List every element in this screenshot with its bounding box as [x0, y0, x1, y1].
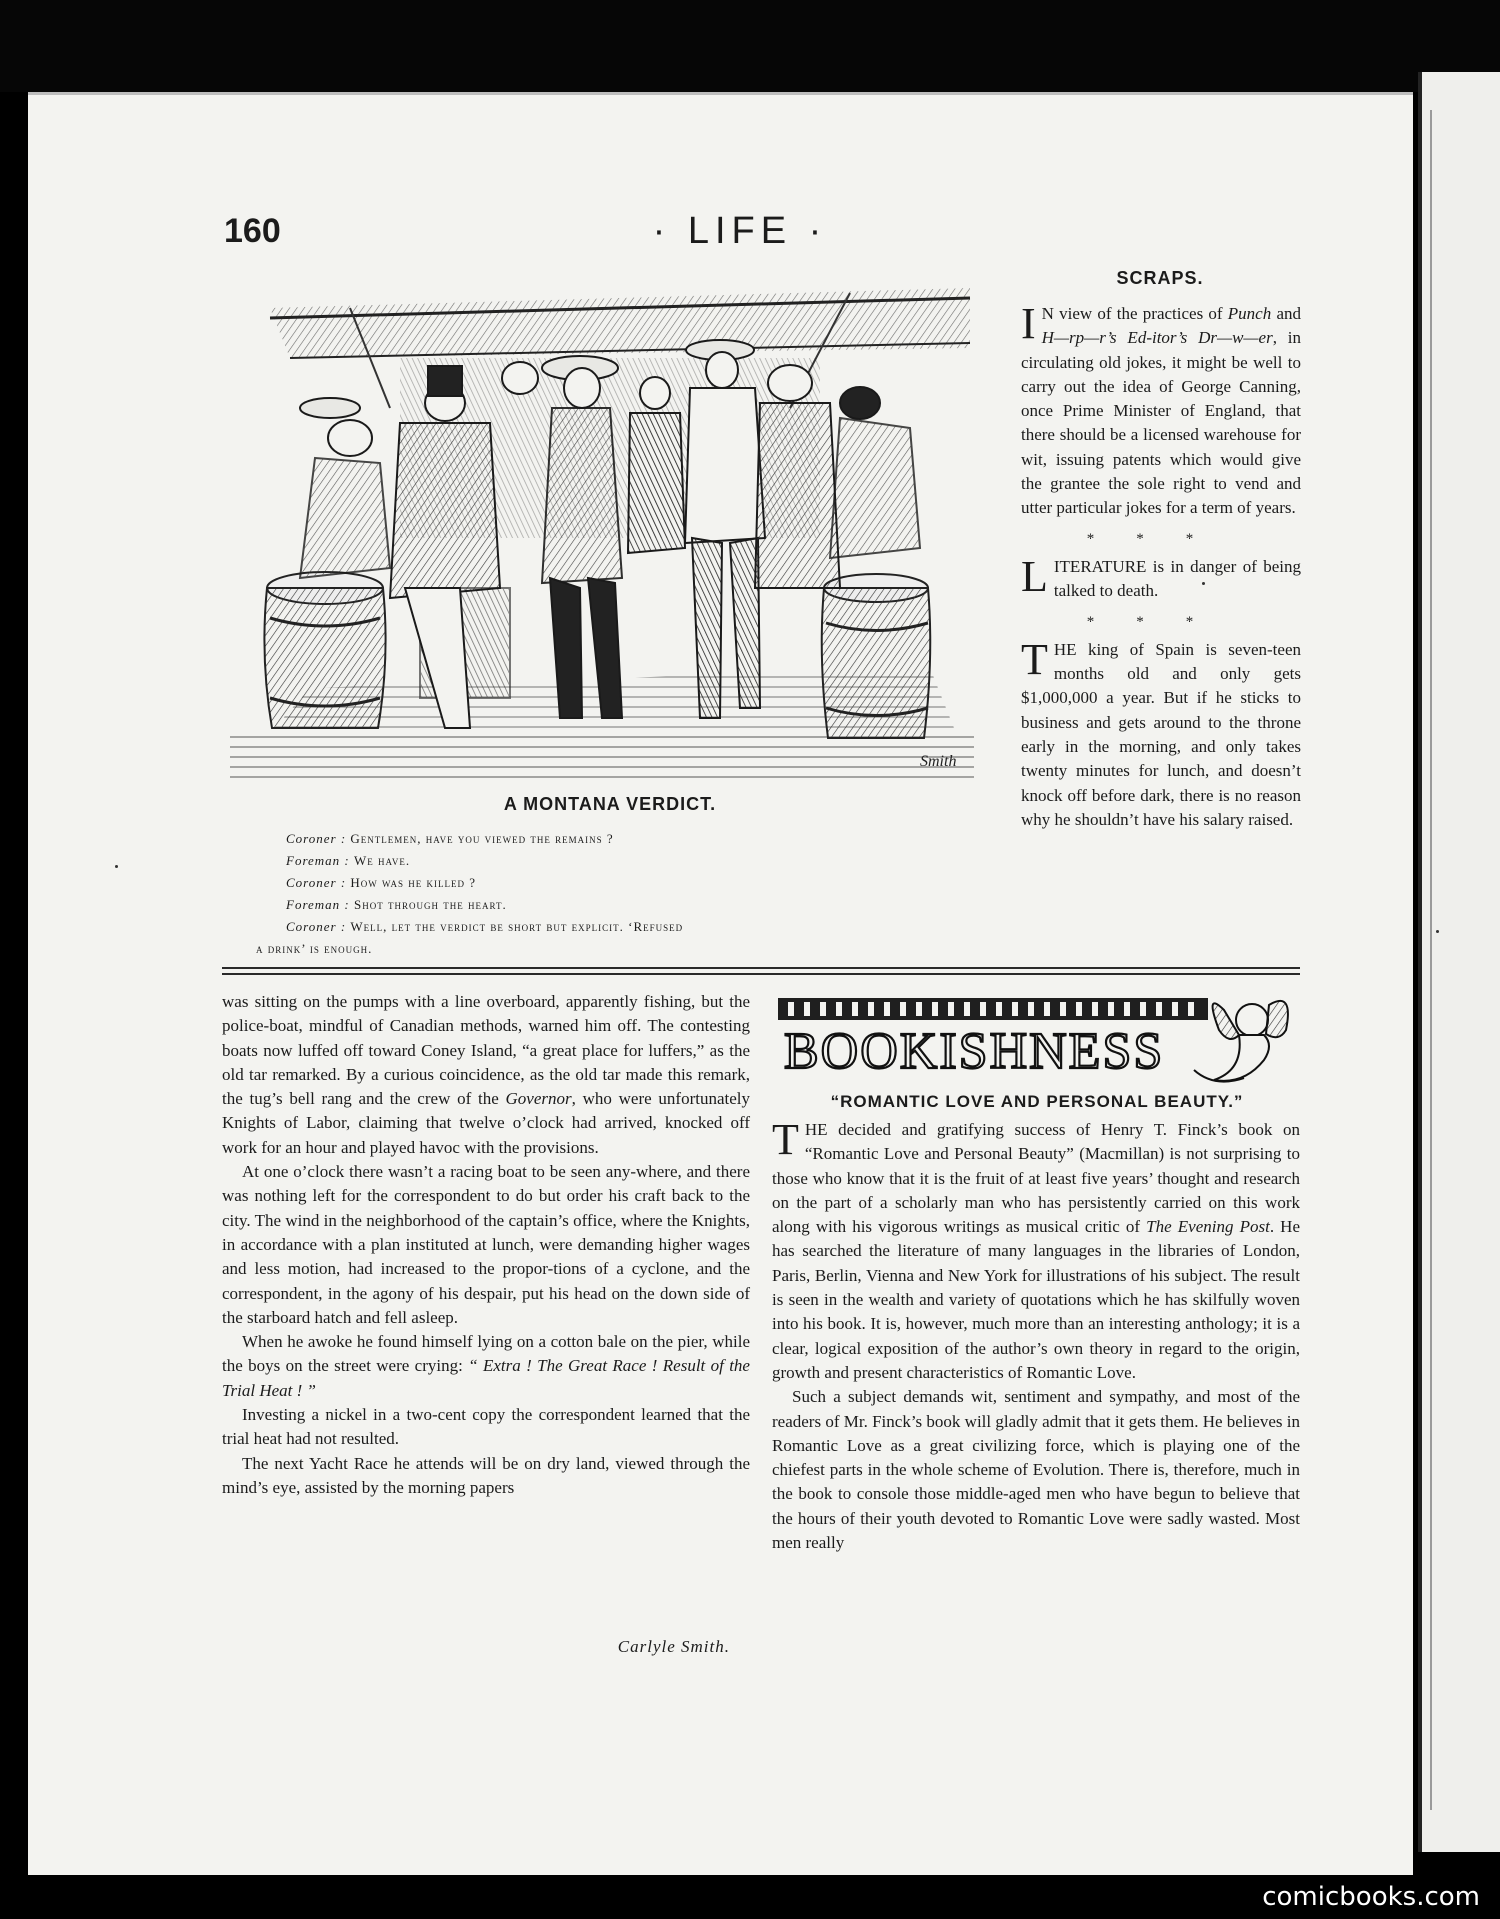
drop-cap: T — [1021, 634, 1048, 684]
author-signature: Carlyle Smith. — [617, 1637, 730, 1656]
scraps-item: LITERATURE is in danger of being talked to death. — [1021, 551, 1301, 601]
review-paragraph: Such a subject demands wit, sentiment and sympathy, and most of the readers of Mr. Finck’s book will gladly admit that it gets them. He believes in Romantic Love as a great civilizing force, which is playing one of the chiefest parts in the whole scheme of Evolution. There is, therefore, much in the book to console those middle-aged men who have begun to believe that the hours of their youth devoted to Romantic Love were sadly wasted. Most men really — [772, 1387, 1300, 1553]
article-paragraph: The next Yacht Race he attends will be on dry land, viewed through the mind’s eye, assisted by the morning papers — [222, 1453, 750, 1497]
dialogue-line: Foreman : We have. — [286, 853, 411, 868]
page-spine-line — [1430, 110, 1432, 1810]
yacht-race-article — [222, 990, 750, 1500]
scraps-column — [1021, 299, 1301, 832]
scan-speck — [1436, 930, 1439, 933]
dialogue-line: Coroner : Well, let the verdict be short but explicit. ‘Refused — [286, 919, 684, 934]
section-divider-stars: *** — [1086, 530, 1236, 547]
scraps-item: I N view of the practices of Punch and H—rp—r’s Ed-itor’s Dr—w—er, in circulating old jokes, it might be well to carry out the idea of George Canning, once Prime Minister of England, that there should be a licensed warehouse for wit, issuing patents which would give the grantee the sole right to vend and utter particular jokes for a term of years. — [1021, 299, 1301, 518]
cartoon-title: A MONTANA VERDICT. — [503, 794, 717, 814]
montana-verdict-illustration — [230, 288, 974, 778]
bookishness-banner — [774, 990, 1296, 1090]
drop-cap: I — [1021, 299, 1036, 348]
cartoon-dialogue — [256, 828, 966, 960]
article-paragraph: was sitting on the pumps with a line overboard, apparently fishing, but the police-boat, mindful of Canadian methods, warned him off. The contesting boats now luffed off toward Coney Island, “a great place for luffers,” as the old tar remarked. By a curious coincidence, as the old tar made this remark, the tug’s bell rang and the crew of the Governor, who were unfortunately Knights of Labor, claiming that twelve o’clock had arrived, knocked off work for an hour and played havoc with the provisions. — [222, 992, 750, 1157]
cherub-ornament — [1194, 1001, 1288, 1082]
artist-signature: Smith — [920, 753, 957, 770]
section-divider-stars: *** — [1086, 613, 1236, 630]
dialogue-line: Foreman : Shot through the heart. — [286, 897, 507, 912]
page-number: 160 — [224, 212, 281, 250]
drop-cap: L — [1021, 551, 1048, 601]
scraps-heading: SCRAPS. — [1116, 268, 1204, 288]
dialogue-line: Coroner : Gentlemen, have you viewed the remains ? — [286, 831, 614, 846]
double-rule-divider — [222, 967, 1300, 975]
dialogue-line-continuation: a drink’ is enough. — [256, 941, 373, 956]
article-paragraph: At one o’clock there wasn’t a racing boat to be seen any-where, and there was nothing left for the correspondent to do but order his craft back to the city. The wind in the neighborhood of the captain’s office, where the Knights, in accordance with a plan instituted at lunch, were demanding higher wages and less motion, had increased to the propor-tions of a cyclone, and the correspondent, in the agony of his despair, put his head on the down side of the starboard hatch and fell asleep. — [222, 1162, 750, 1327]
scraps-item: THE king of Spain is seven-teen months old and only gets $1,000,000 a year. But if he sticks to business and gets around to the throne early in the morning, and only takes twenty minutes for lunch, and doesn’t knock off before dark, there is no reason why he shouldn’t have his salary raised. — [1021, 634, 1301, 829]
article-paragraph: When he awoke he found himself lying on a cotton bale on the pier, while the boys on the street were crying: “ Extra ! The Great Race ! Result of the Trial Heat ! ” — [222, 1332, 750, 1400]
masthead: · LIFE · — [652, 210, 828, 252]
article-paragraph: Investing a nickel in a two-cent copy the correspondent learned that the trial heat had not resulted. — [222, 1405, 750, 1449]
dialogue-line: Coroner : How was he killed ? — [286, 875, 477, 890]
banner-lettering: BOOKISHNESS — [784, 1023, 1165, 1080]
review-paragraph: THE decided and gratifying success of Henry T. Finck’s book on “Romantic Love and Personal Beauty” (Macmillan) is not surprising to those who know that it is the fruit of at least five years’ thought and research on the part of a scholarly man who has persistently carried on this work along with his vigorous writings as musical critic of The Evening Post. He has searched the literature of many languages in the libraries of London, Paris, Berlin, Vienna and New York for illustrations of his subject. The result is seen in the wealth and variety of quotations which he has skilfully woven into his book. It is, however, much more than an interesting anthology; it is a clear, logical exposition of the author’s own theory in regard to the origin, growth and present characteristics of Romantic Love. — [772, 1115, 1300, 1382]
drop-cap: T — [772, 1115, 799, 1164]
scan-border-top — [0, 0, 1500, 92]
scan-speck — [1202, 582, 1205, 585]
watermark: comicbooks.com — [1262, 1882, 1480, 1912]
book-review-column — [772, 1115, 1300, 1555]
scan-speck — [115, 865, 118, 868]
review-title: “ROMANTIC LOVE AND PERSONAL BEAUTY.” — [830, 1092, 1244, 1111]
